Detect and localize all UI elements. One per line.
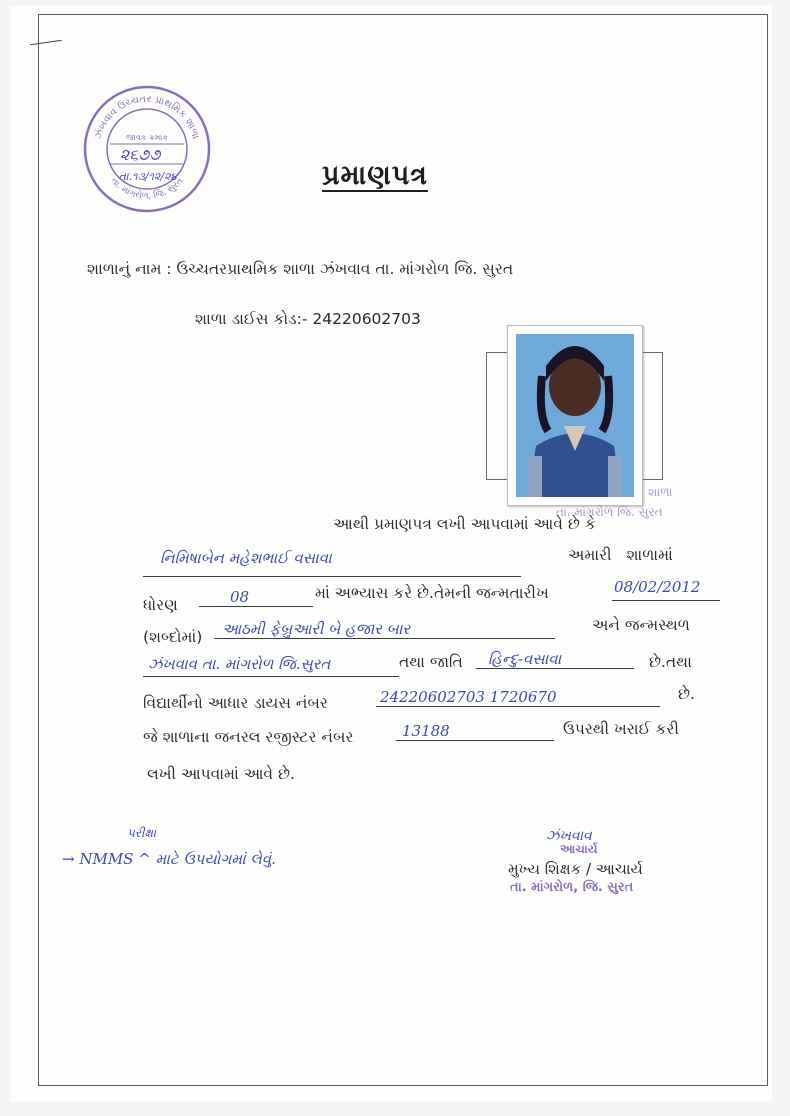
stamp-date: તા.૧૩/૧૨/૨૪	[118, 170, 178, 183]
std-blank	[199, 606, 313, 607]
birthplace-label: અને જન્મસ્થળ	[592, 616, 690, 634]
std-value: 08	[230, 588, 250, 606]
dob-text: માં અભ્યાસ કરે છે.તેમની જન્મતારીખ	[315, 584, 549, 602]
dob-value: 08/02/2012	[614, 578, 701, 596]
birthplace-value: ઝંખવાવ તા. માંગરોળ જિ.સુરત	[148, 655, 331, 673]
dob-blank	[612, 600, 720, 601]
closing-text: લખી આપવામાં આવે છે.	[147, 765, 295, 783]
photo-stamp-line1: શાળા	[648, 485, 673, 499]
std-label: ધોરણ	[143, 596, 178, 614]
stamp-inward-label: જાવક ક્રમાંક	[126, 133, 168, 142]
aadhar-blank	[376, 706, 660, 707]
student-name-blank	[143, 576, 521, 577]
words-label: (શબ્દોમાં)	[143, 628, 203, 646]
school-dise-code: શાળા ડાઈસ કોડ:- 24220602703	[195, 310, 421, 328]
signature-place: તા. માંગરોળ, જિ. સુરત	[510, 880, 634, 895]
stamp-number: ૨૬૭૭	[119, 145, 161, 164]
student-name: નિમિષાબેન મહેશભાઈ વસાવા	[160, 549, 332, 567]
stamp-school-name: ઝંખવાવ ઉચ્ચતર પ્રાથમિક શાળા	[93, 93, 201, 141]
aadhar-value: 24220602703 1720670	[380, 688, 557, 706]
register-blank	[396, 740, 554, 741]
signature-role: મુખ્ય શિક્ષક / આચાર્ય	[508, 860, 643, 878]
school-round-stamp	[80, 82, 214, 216]
signature-handwritten: ઝંખવાવ	[546, 828, 592, 844]
signature-stamp-top: આચાર્ય	[560, 842, 598, 856]
caste-label: તથા જાતિ	[399, 653, 463, 671]
chhe-tatha-text: છે.તથા	[649, 653, 692, 671]
dob-words-blank	[214, 638, 555, 639]
photo-stamp-line2: તા. માંગરોળ જિ. સુરત	[556, 505, 663, 519]
note-text: → NMMS ^ માટે ઉપયોગમાં લેવું.	[62, 850, 276, 868]
register-label: જે શાળાના જનરલ રજીસ્ટર નંબર	[143, 728, 354, 746]
our-school-text: અમારી શાળામાં	[568, 546, 673, 564]
school-name-line: શાળાનું નામ : ઉચ્ચતરપ્રાથમિક શાળા ઝંખવાવ તા. માંગરોળ જિ. સુરત	[87, 260, 514, 278]
note-superscript: પરીક્ષા	[127, 826, 157, 840]
caste-blank	[476, 668, 634, 669]
student-photo	[507, 325, 643, 506]
aadhar-label: વિદ્યાર્થીનો આધાર ડાયસ નંબર	[143, 694, 328, 712]
dob-words: આઠમી ફેબ્રુઆરી બે હજાર બાર	[222, 620, 411, 638]
certificate-title: પ્રમાણપત્ર	[322, 160, 428, 191]
register-value: 13188	[402, 722, 450, 740]
register-tail: ઉપરથી ખરાઈ કરી	[563, 720, 679, 738]
chhe-text: છે.	[678, 685, 695, 703]
caste-value: હિન્દુ-વસાવા	[488, 650, 562, 668]
intro-text: આથી પ્રમાણપત્ર લખી આપવામાં આવે છે કે	[333, 515, 596, 533]
stamp-school-place: તા. માંગરોળ, જિ. સુરત	[108, 176, 186, 202]
birthplace-blank	[143, 676, 399, 677]
